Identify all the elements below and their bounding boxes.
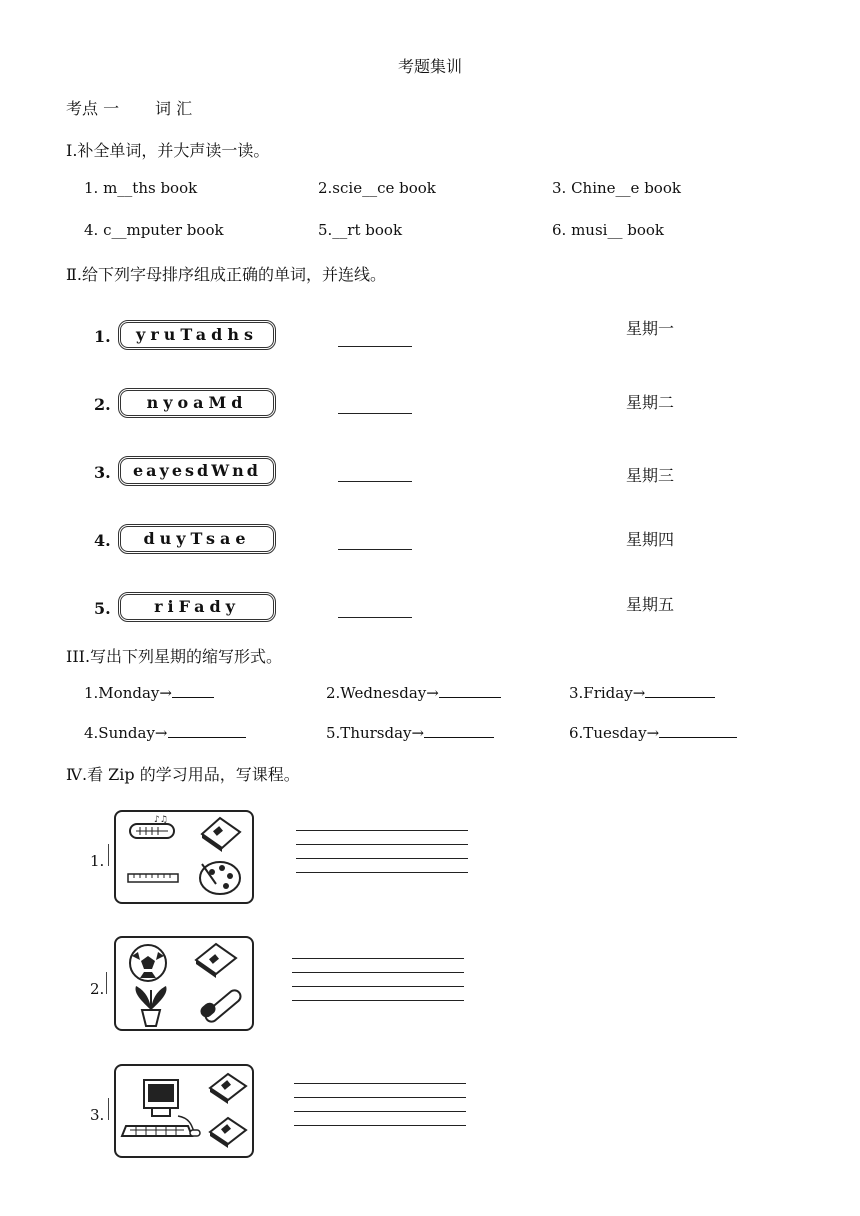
plant-icon	[136, 986, 167, 1026]
ruler-icon	[128, 874, 178, 882]
item-number: 3.	[90, 1106, 105, 1124]
part1-item: 4. c__mputer book	[84, 221, 224, 239]
part1-item: 6. musi__ book	[552, 221, 664, 239]
weekday-label: 4.Sunday→	[84, 724, 168, 742]
weekday-label: 6.Tuesday→	[569, 724, 660, 742]
answer-line[interactable]	[338, 413, 412, 414]
letter-frame	[118, 456, 276, 486]
item-number: 2.	[90, 980, 105, 998]
item-number: 1.	[90, 852, 105, 870]
scrambled-word: duyTsae	[143, 529, 251, 548]
writing-line[interactable]	[292, 972, 464, 973]
writing-line[interactable]	[296, 858, 468, 859]
letter-frame	[118, 524, 276, 554]
picture-box	[114, 1064, 254, 1158]
writing-line[interactable]	[292, 1000, 464, 1001]
answer-line[interactable]	[338, 346, 412, 347]
weekday-label: 3.Friday→	[569, 684, 646, 702]
writing-line[interactable]	[294, 1125, 466, 1126]
scrambled-word: yruTadhs	[136, 325, 258, 344]
part1-item: 3. Chine__e book	[552, 179, 681, 197]
stationery-picture	[116, 812, 252, 902]
writing-line[interactable]	[294, 1083, 466, 1084]
weekday-chinese: 星期四	[626, 530, 675, 549]
writing-line[interactable]	[292, 958, 464, 959]
item-number: 4.	[94, 531, 111, 550]
bracket-mark	[106, 972, 108, 994]
item-number: 5.	[94, 599, 111, 618]
writing-line[interactable]	[296, 844, 468, 845]
stationery-picture	[116, 938, 252, 1029]
part3-item	[84, 683, 214, 702]
answer-blank[interactable]	[168, 723, 246, 738]
answer-line[interactable]	[338, 549, 412, 550]
section-label: 考点 一	[66, 99, 120, 118]
writing-line[interactable]	[294, 1097, 466, 1098]
harmonica-icon	[130, 815, 174, 838]
answer-blank[interactable]	[424, 723, 494, 738]
answer-blank[interactable]	[172, 683, 214, 698]
part3-heading: III.写出下列星期的缩写形式。	[66, 647, 283, 666]
part2-heading: Ⅱ.给下列字母排序组成正确的单词，并连线。	[66, 265, 386, 284]
part1-heading: Ⅰ.补全单词，并大声读一读。	[66, 141, 270, 160]
answer-line[interactable]	[338, 617, 412, 618]
item-number: 3.	[94, 463, 111, 482]
tube-icon	[198, 988, 243, 1024]
picture-box	[114, 936, 254, 1031]
writing-line[interactable]	[292, 986, 464, 987]
book-icon	[210, 1074, 246, 1104]
part3-item	[326, 723, 494, 742]
section-name: 词 汇	[155, 99, 193, 118]
weekday-label: 5.Thursday→	[326, 724, 425, 742]
soccer-ball-icon	[130, 945, 166, 981]
writing-line[interactable]	[296, 872, 468, 873]
writing-line[interactable]	[294, 1111, 466, 1112]
part3-item	[569, 683, 715, 702]
part1-item: 2.scie__ce book	[318, 179, 436, 197]
part1-item: 5.__rt book	[318, 221, 403, 239]
weekday-chinese: 星期一	[626, 319, 675, 338]
book-icon	[210, 1118, 246, 1148]
music-book-icon	[202, 818, 240, 852]
svg-text:♪♫: ♪♫	[154, 815, 168, 825]
answer-line[interactable]	[338, 481, 412, 482]
weekday-chinese: 星期三	[626, 466, 675, 485]
weekday-label: 2.Wednesday→	[326, 684, 439, 702]
letter-frame	[118, 320, 276, 350]
answer-blank[interactable]	[439, 683, 501, 698]
weekday-chinese: 星期二	[626, 393, 675, 412]
letter-frame	[118, 592, 276, 622]
answer-blank[interactable]	[659, 723, 737, 738]
part4-heading: Ⅳ.看 Zip 的学习用品，写课程。	[66, 765, 300, 784]
scrambled-word: eayesdWnd	[132, 461, 261, 480]
bracket-mark	[108, 1098, 110, 1120]
page-title: 考题集训	[397, 57, 462, 76]
scrambled-word: nyoaMd	[146, 393, 248, 412]
weekday-label: 1.Monday→	[84, 684, 172, 702]
part3-item	[84, 723, 246, 742]
computer-icon	[122, 1080, 200, 1136]
bracket-mark	[108, 844, 110, 866]
item-number: 2.	[94, 395, 111, 414]
part3-item	[569, 723, 737, 742]
palette-icon	[200, 862, 240, 894]
weekday-chinese: 星期五	[626, 595, 675, 614]
item-number: 1.	[94, 327, 111, 346]
english-book-icon	[196, 944, 236, 978]
stationery-picture	[116, 1066, 252, 1156]
scrambled-word: riFady	[154, 597, 240, 616]
part3-item	[326, 683, 501, 702]
part1-item: 1. m__ths book	[84, 179, 198, 197]
answer-blank[interactable]	[645, 683, 715, 698]
letter-frame	[118, 388, 276, 418]
writing-line[interactable]	[296, 830, 468, 831]
picture-box	[114, 810, 254, 904]
